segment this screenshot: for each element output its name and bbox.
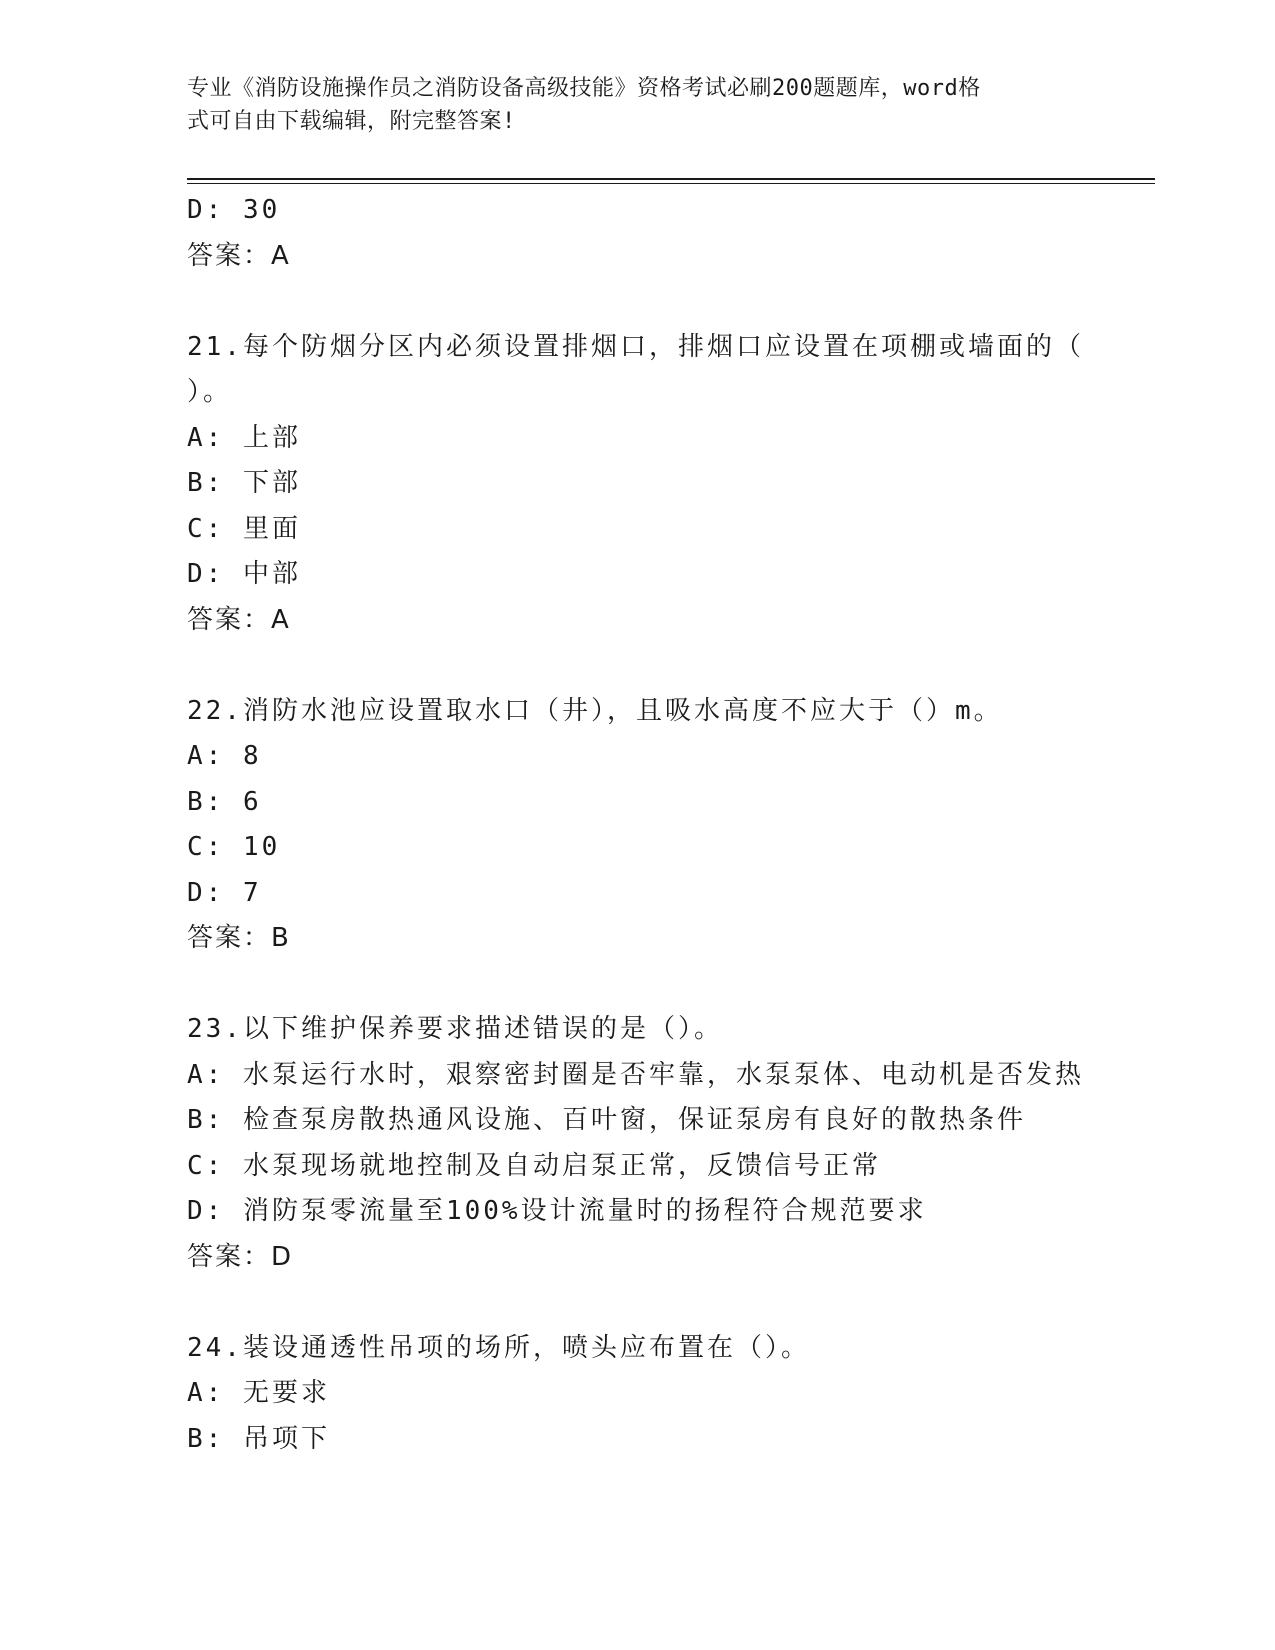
option-c: C: 10 xyxy=(187,832,281,862)
header-line-1: 专业《消防设施操作员之消防设备高级技能》资格考试必刷200题题库，word格 xyxy=(187,76,981,101)
header-line-2: 式可自由下载编辑，附完整答案! xyxy=(187,109,516,134)
option-b: B: 吊项下 xyxy=(187,1423,330,1454)
answer-line: 答案：A xyxy=(187,240,291,271)
question-21 xyxy=(187,325,1107,644)
option-a: A: 上部 xyxy=(187,422,301,453)
spacer xyxy=(187,962,1107,1008)
header-divider-thin xyxy=(187,183,1155,184)
question-stem-cont: ）。 xyxy=(187,377,233,407)
answer-line: 答案：B xyxy=(187,923,291,953)
question-23 xyxy=(187,1007,1107,1280)
spacer xyxy=(187,643,1107,689)
document-header xyxy=(187,72,1087,138)
option-b: B: 检查泵房散热通风设施、百叶窗，保证泵房有良好的散热条件 xyxy=(187,1105,1026,1135)
question-stem: 22.消防水池应设置取水口（井），且吸水高度不应大于（）m。 xyxy=(187,695,1003,726)
option-d: D: 中部 xyxy=(187,559,301,589)
question-stem: 23.以下维护保养要求描述错误的是（）。 xyxy=(187,1014,723,1044)
option-d: D: 7 xyxy=(187,877,262,908)
spacer xyxy=(187,279,1107,325)
header-divider-thick xyxy=(187,178,1155,180)
option-d: D: 30 xyxy=(187,195,281,225)
question-22 xyxy=(187,689,1107,962)
spacer xyxy=(187,1280,1107,1326)
option-c: C: 水泵现场就地控制及自动启泵正常，反馈信号正常 xyxy=(187,1150,881,1181)
question-24 xyxy=(187,1326,1107,1463)
option-c: C: 里面 xyxy=(187,513,301,544)
option-b: B: 6 xyxy=(187,786,262,817)
question-stem: 24.装设通透性吊项的场所，喷头应布置在（）。 xyxy=(187,1332,810,1363)
option-a: A: 水泵运行水时，艰察密封圈是否牢靠，水泵泵体、电动机是否发热 xyxy=(187,1059,1084,1090)
option-d: D: 消防泵零流量至100%设计流量时的扬程符合规范要求 xyxy=(187,1196,927,1226)
question-list xyxy=(187,188,1107,1462)
answer-line: 答案：A xyxy=(187,604,291,635)
question-stem: 21.每个防烟分区内必须设置排烟口，排烟口应设置在项棚或墙面的（ xyxy=(187,331,1084,362)
option-a: A: 无要求 xyxy=(187,1378,330,1408)
option-b: B: 下部 xyxy=(187,468,301,498)
answer-line: 答案：D xyxy=(187,1241,294,1272)
option-a: A: 8 xyxy=(187,741,262,771)
